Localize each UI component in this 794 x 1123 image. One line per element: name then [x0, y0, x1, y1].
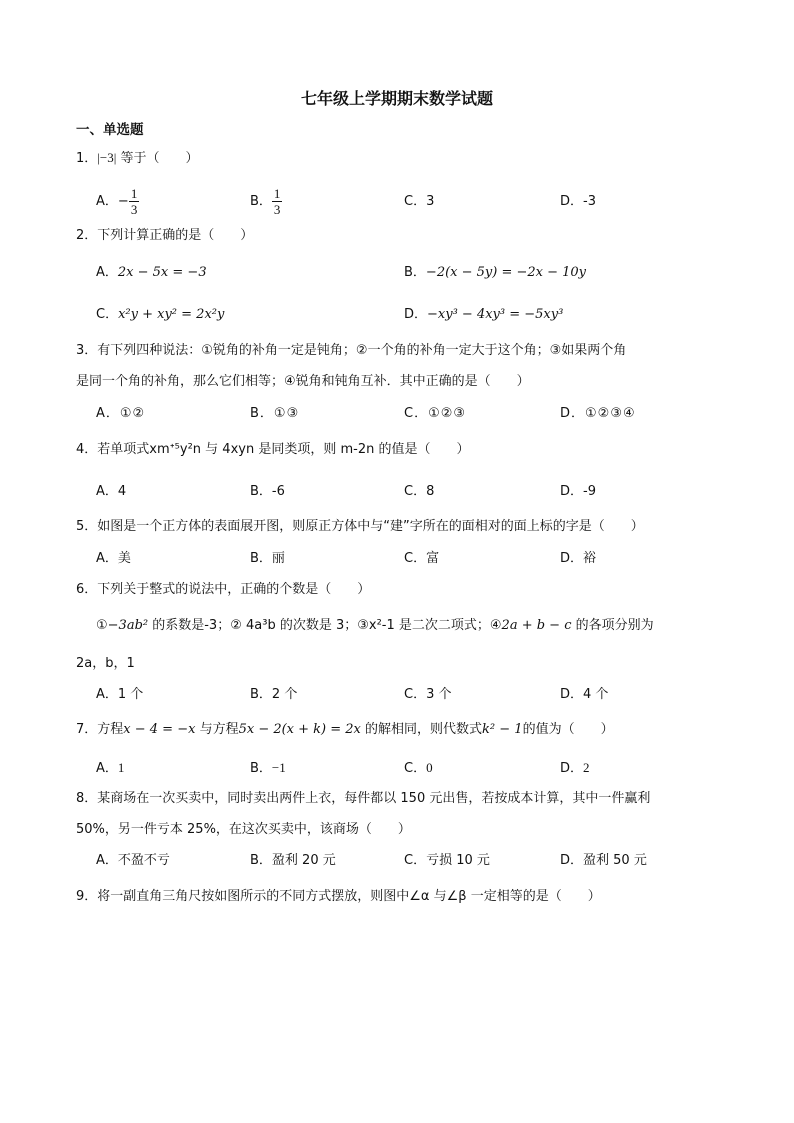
question-2-option-b: B．−2(x − 5y) = −2x − 10y [404, 265, 587, 280]
question-3-option-c: C．①②③ [404, 406, 467, 421]
question-2-stem: 2．下列计算正确的是（ ） [76, 228, 254, 243]
question-6-option-d: D．4 个 [560, 687, 609, 702]
question-3-stem-line-1: 3．有下列四种说法：①锐角的补角一定是钝角；②一个角的补角一定大于这个角；③如果两个角 [76, 343, 627, 358]
question-1-option-b: B． $\frac{1}{3}$ [250, 186, 281, 217]
question-8-stem-line-2: 50%，另一件亏本 25%，在这次买卖中，该商场（ ） [76, 822, 411, 837]
question-3-stem-line-2: 是同一个角的补角，那么它们相等；④锐角和钝角互补．其中正确的是（ ） [76, 374, 530, 389]
question-4-option-b: B．-6 [250, 484, 285, 499]
question-4-stem: 4．若单项式xmᐩ⁵y²n 与 4xyn 是同类项，则 m-2n 的值是（ ） [76, 442, 470, 457]
question-6-stem: 6．下列关于整式的说法中，正确的个数是（ ） [76, 582, 371, 597]
question-3-option-d: D．①②③④ [560, 406, 636, 421]
question-2-option-d: D．−xy³ − 4xy³ = −5xy³ [404, 307, 564, 322]
question-5-option-b: B．丽 [250, 551, 285, 566]
question-8-stem-line-1: 8．某商场在一次买卖中，同时卖出两件上衣，每件都以 150 元出售，若按成本计算，其中一件赢利 [76, 791, 651, 806]
question-8-option-a: A．不盈不亏 [96, 853, 170, 868]
question-3-option-a: A．①② [96, 406, 146, 421]
question-5-option-a: A．美 [96, 551, 131, 566]
question-1-stem: 1．|−3| 等于（ ） [76, 150, 199, 166]
question-6-option-b: B．2 个 [250, 687, 298, 702]
question-2-option-a: A．2x − 5x = −3 [96, 265, 207, 280]
question-6-statements: ①−3ab² 的系数是-3；② 4a³b 的次数是 3；③x²-1 是二次二项式；④2a + b − c 的各项分别为 [96, 618, 654, 633]
fraction: $\frac{1}{3}$ [130, 186, 138, 217]
question-6-option-a: A．1 个 [96, 687, 144, 702]
question-8-option-b: B．盈利 20 元 [250, 853, 336, 868]
question-7-option-d: D．2 [560, 760, 590, 776]
section-heading: 一、单选题 [76, 122, 144, 138]
question-5-option-d: D．裕 [560, 551, 597, 566]
question-1-option-a: A．− $\frac{1}{3}$ [96, 186, 138, 217]
question-5-option-c: C．富 [404, 551, 440, 566]
question-8-option-c: C．亏损 10 元 [404, 853, 490, 868]
question-9-stem: 9．将一副直角三角尺按如图所示的不同方式摆放，则图中∠α 与∠β 一定相等的是（ ） [76, 889, 601, 904]
question-5-stem: 5．如图是一个正方体的表面展开图，则原正方体中与“建”字所在的面相对的面上标的字是（ ） [76, 519, 644, 534]
fraction: $\frac{1}{3}$ [273, 186, 281, 217]
question-4-option-d: D．-9 [560, 484, 596, 499]
question-6-option-c: C．3 个 [404, 687, 452, 702]
page-title: 七年级上学期期末数学试题 [300, 89, 493, 108]
question-7-option-b: B．−1 [250, 760, 286, 776]
question-8-option-d: D．盈利 50 元 [560, 853, 647, 868]
question-2-option-c: C．x²y + xy² = 2x²y [96, 307, 225, 322]
question-4-option-c: C．8 [404, 484, 435, 499]
question-7-option-c: C．0 [404, 760, 433, 776]
question-1-option-d: D．-3 [560, 194, 596, 209]
question-6-statements-line-2: 2a，b，1 [76, 656, 135, 671]
question-4-option-a: A．4 [96, 484, 127, 499]
question-7-option-a: A．1 [96, 760, 125, 776]
q1-expression: |−3| [97, 150, 117, 165]
question-1-option-c: C．3 [404, 194, 435, 209]
question-3-option-b: B．①③ [250, 406, 300, 421]
question-7-stem: 7．方程x − 4 = −x 与方程5x − 2(x + k) = 2x 的解相同，则代数式k² − 1的值为（ ） [76, 722, 614, 737]
